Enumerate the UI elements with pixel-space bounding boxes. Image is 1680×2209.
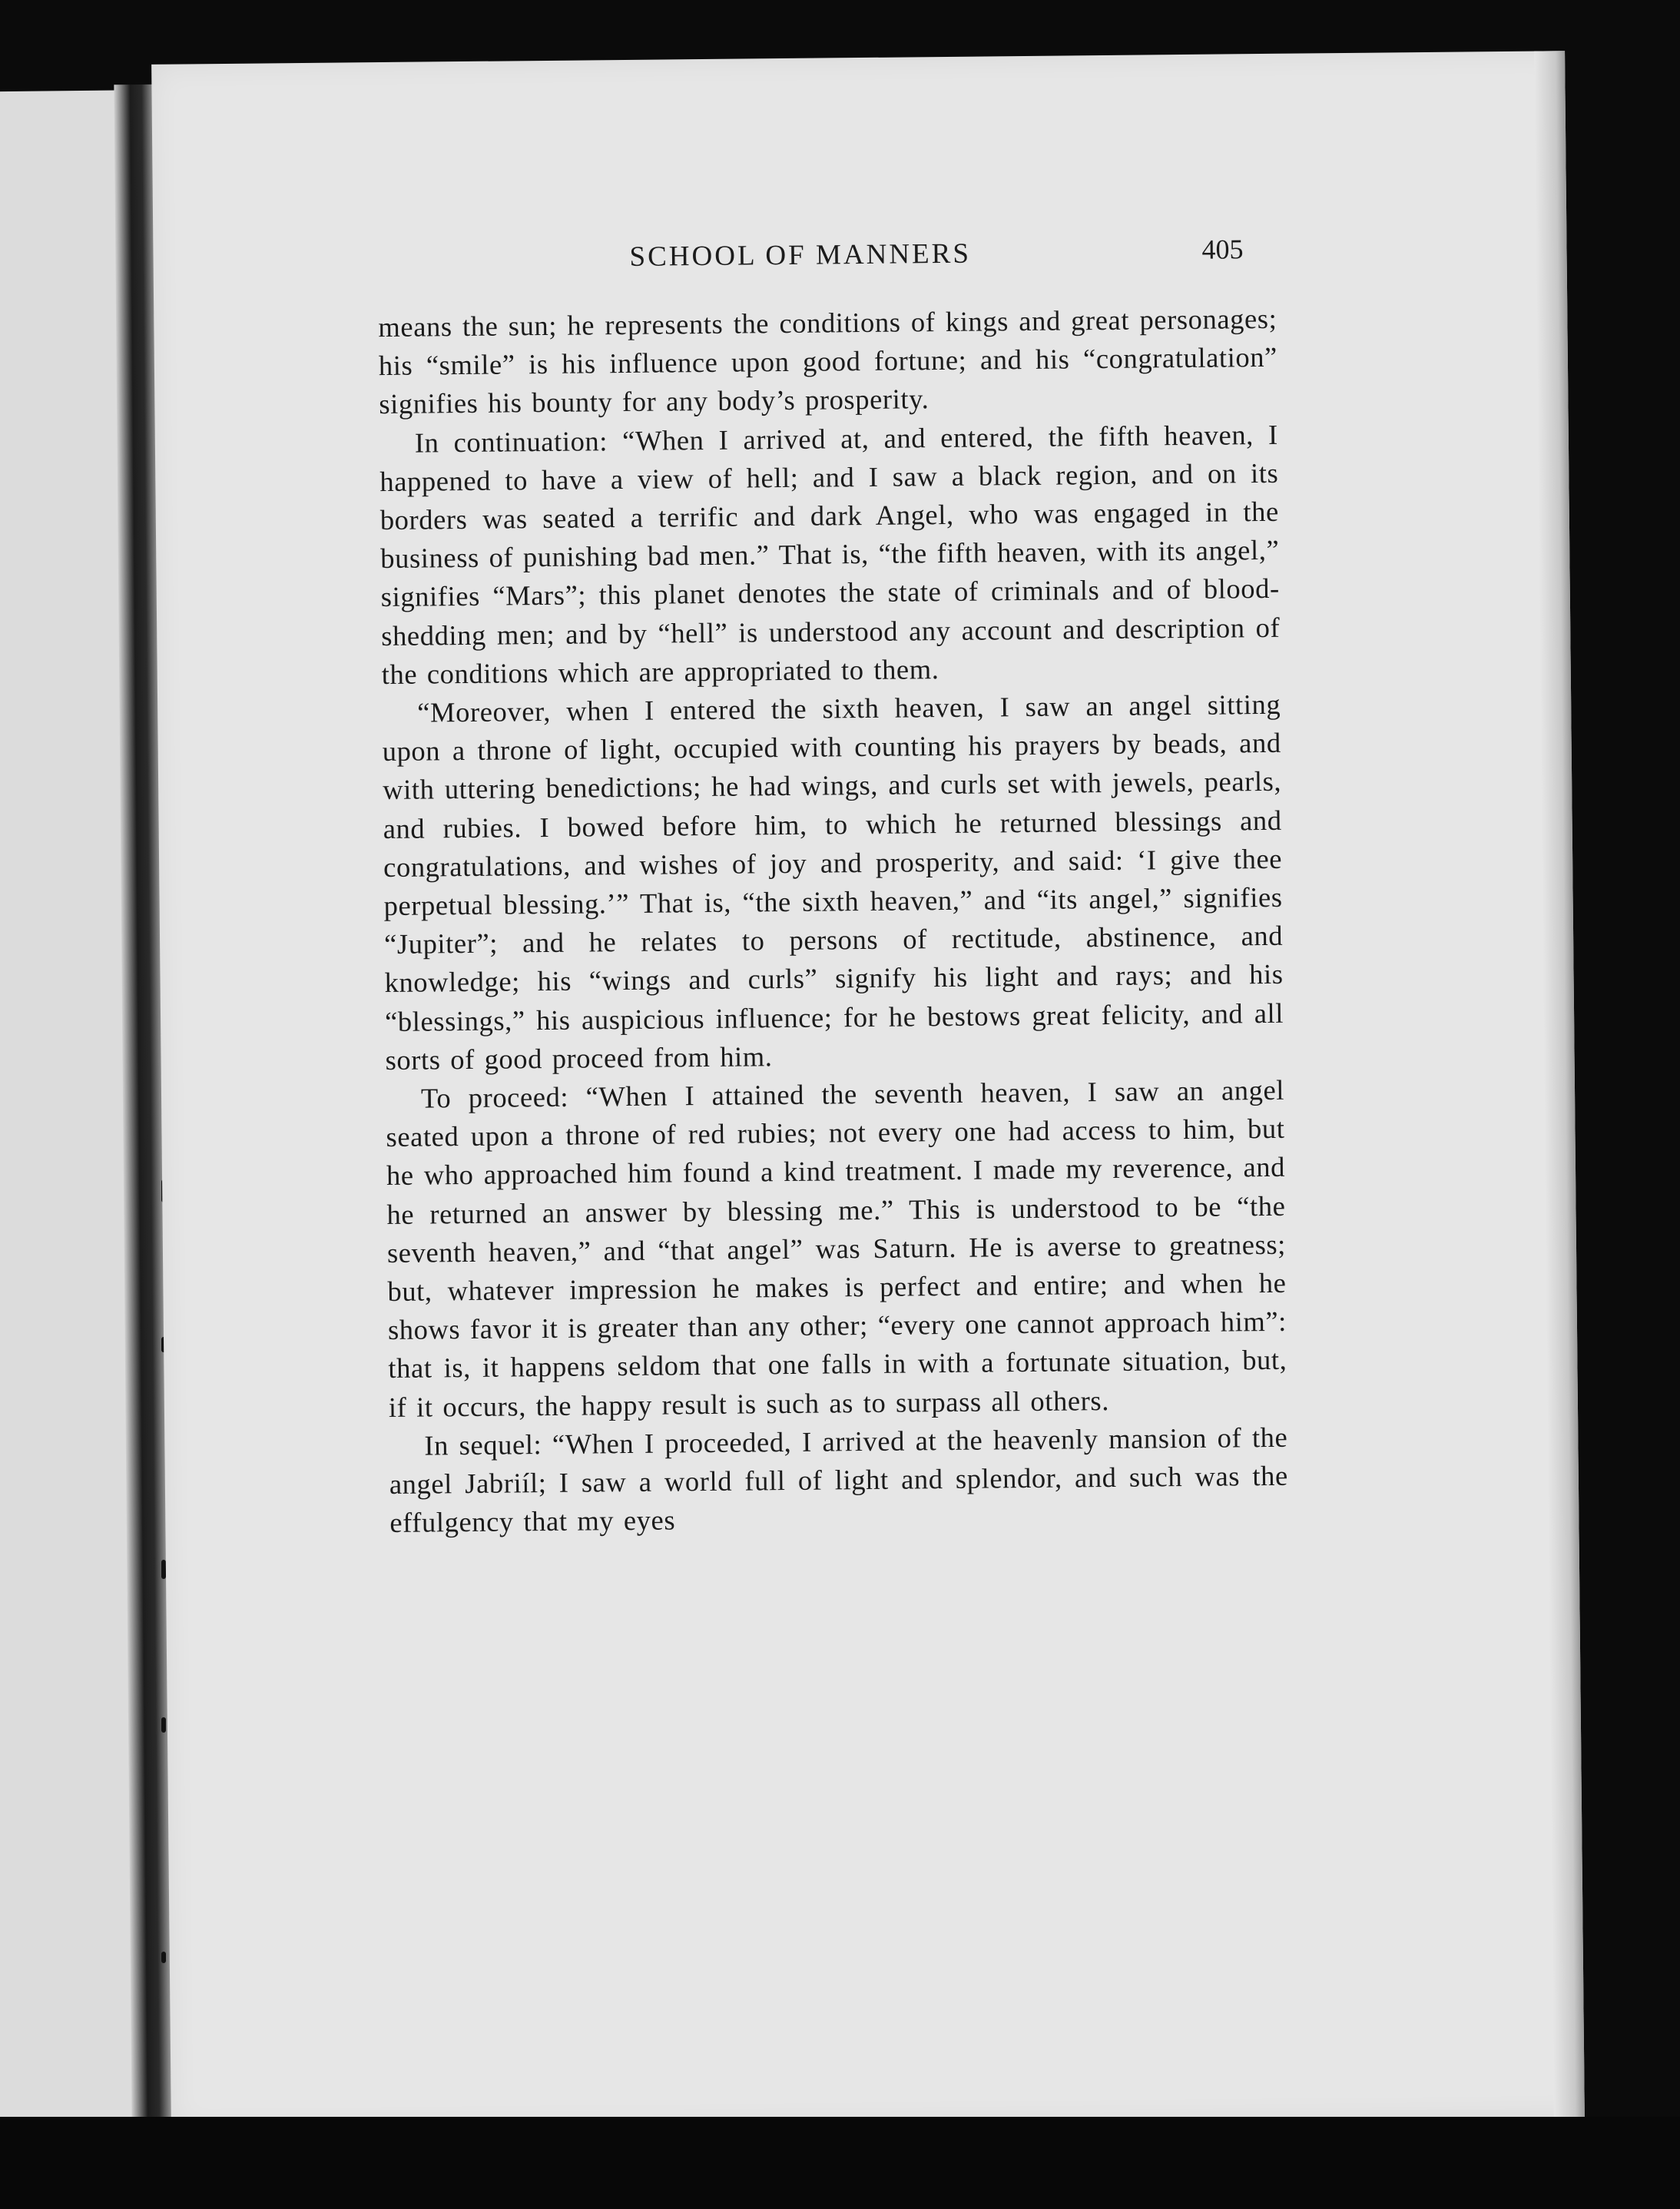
paragraph: “Moreover, when I entered the sixth heaven, I saw an angel sitting upon a throne of light, occupied with counting his prayers by beads, and with uttering benedictions; he had wings, and curls set with jewels, pearls, and rubies. I bowed before him, to which he returned blessings and congratulations, and wishes of joy and prosperity, and said: ‘I give thee perpetual blessing.’” That is, “the sixth heaven,” and “its angel,” signifies “Jupiter”; and he relates to persons of rectitude, abstinence, and knowledge; his “wings and curls” signify his light and rays; and his “blessings,” his auspicious influence; for he bestows great felicity, and all sorts of good proceed from him. [382,688,1284,1076]
page-number: 405 [1201,234,1244,265]
page-fore-edge [1534,51,1585,2118]
running-head [153,231,1566,291]
binding-mark [161,1717,166,1733]
book-page [151,51,1585,2131]
paragraph: means the sun; he represents the conditions of kings and great personages; his “smile” is his influence upon good fortune; and his “congratulation” signifies his bounty for any body’s prosperity. [378,302,1278,420]
page-body-text [378,300,1288,1543]
binding-mark [161,1952,166,1963]
paragraph: To proceed: “When I attained the seventh heaven, I saw an angel seated upon a throne of red rubies; not every one had access to him, but he who approached him found a kind treatment. I made my reverence, and he returned an answer by blessing me.” This is understood to be “the seventh heaven,” and “that angel” was Saturn. He is averse to greatness; but, whatever impression he makes is perfect and entire; and when he shows favor it is greater than any other; “every one cannot approach him”: that is, it happens seldom that one falls in with a fortunate situation, but, if it occurs, the happy result is such as to surpass all others. [386,1073,1287,1423]
paragraph: In sequel: “When I proceeded, I arrived at the heavenly mansion of the angel Jabriíl; I saw a world full of light and splendor, and such was the effulgency that my eyes [389,1421,1289,1539]
scan-bottom-shadow [0,2117,1680,2209]
running-title: SCHOOL OF MANNERS [629,237,972,273]
paragraph: In continuation: “When I arrived at, and entered, the fifth heaven, I happened to have a view of hell; and I saw a black region, and on its borders was seated a terrific and dark Angel, who was engaged in the business of punishing bad men.” That is, “the fifth heaven, with its angel,” signifies “Mars”; this planet denotes the state of criminals and of blood-shedding men; and by “hell” is understood any account and description of the conditions which are appropriated to them. [379,418,1281,690]
